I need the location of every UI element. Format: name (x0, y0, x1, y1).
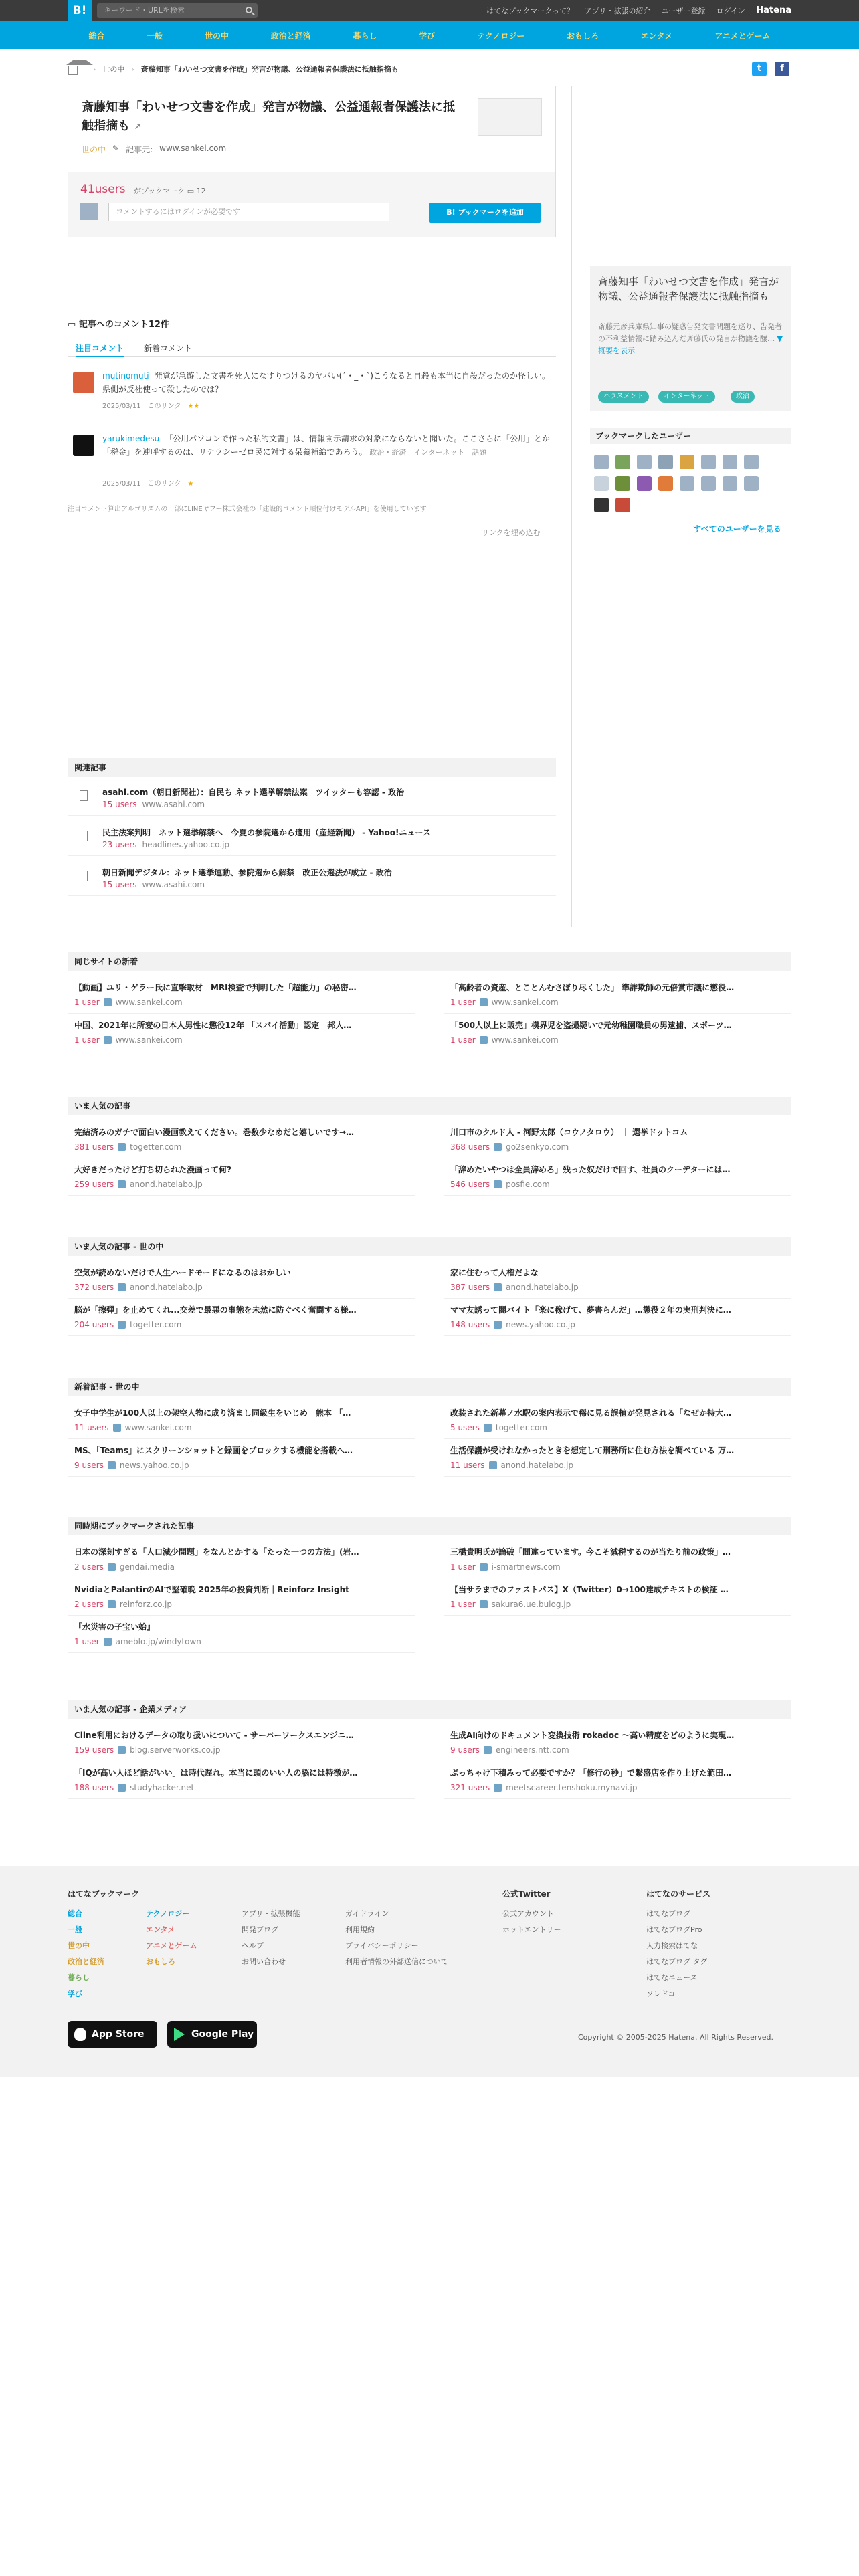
sidebar-description: 斎藤元彦兵庫県知事の疑惑告発文書問題を巡り、告発者の不利益情報に踏み込んだ斎藤氏の発言が物議を醸… ▼ 概要を表示 (598, 322, 783, 355)
item-meta (450, 1142, 569, 1152)
item-meta (74, 1180, 203, 1189)
comment-text: yarukimedesu 「公用パソコンで作った私的文書」は、情報開示請求の対象にならないと聞いた。ここさらに「公用」とか「税金」を連呼するのは、リテラシーゼロ民に対する呆養補給であろう。 政治・経済 インターネット 話題 (102, 434, 550, 457)
users-count[interactable]: 387 users (450, 1283, 490, 1292)
avatar[interactable] (658, 455, 673, 469)
item-domain[interactable]: sakura6.ue.bulog.jp (491, 1600, 571, 1609)
column-divider (429, 1402, 430, 1477)
item-title[interactable]: 三橋貴明氏が論破「間違っています。今こそ減税するのが当たり前の政策」… (450, 1547, 731, 1557)
avatar[interactable] (594, 455, 609, 469)
footer-link[interactable]: 政治と経済 (68, 1957, 104, 1966)
item-meta (74, 1423, 192, 1432)
item-title[interactable]: 川口市のクルド人 - 河野太郎（コウノタロウ） ｜ 選挙ドットコム (450, 1128, 688, 1137)
related-item[interactable]: 民主法案判明 ネット選挙解禁へ 今夏の参院選から適用（産経新聞） - Yahoo!ニュース 23 users headlines.yahoo.co.jp (68, 820, 556, 856)
item-title[interactable]: 大好きだったけど打ち切られた漫画って何? (74, 1165, 231, 1174)
chevron-right-icon: › (93, 64, 96, 74)
footer-link[interactable]: 総合 (68, 1909, 82, 1918)
nav-manabi[interactable]: 学び (419, 31, 436, 41)
footer-link[interactable]: お問い合わせ (242, 1957, 286, 1966)
list-item[interactable] (444, 1761, 791, 1799)
item-title[interactable]: 「高齢者の資産、とことんむさぼり尽くした」 準詐欺師の元倍賞市議に懲役… (450, 983, 735, 992)
avatar[interactable] (615, 498, 630, 512)
entry-users-count[interactable]: 41users (80, 183, 126, 196)
users-count[interactable]: 9 users (74, 1461, 104, 1470)
section-heading: いま人気の記事 - 企業メディア (68, 1700, 791, 1719)
column-divider (429, 976, 430, 1051)
item-title[interactable]: 『水災害の子宝い始』 (74, 1622, 155, 1632)
item-title[interactable]: 完結済みのガチで面白い漫画教えてください。巻数少なめだと嬉しいです→… (74, 1128, 355, 1137)
footer-link[interactable]: 公式アカウント (502, 1909, 554, 1918)
avatar[interactable] (658, 476, 673, 491)
list-item[interactable] (68, 1261, 415, 1299)
item-meta (450, 1600, 571, 1609)
favicon-icon (118, 1180, 126, 1188)
item-meta (74, 1745, 220, 1755)
document-icon (80, 790, 88, 801)
users-count[interactable]: 2 users (74, 1600, 104, 1609)
list-item[interactable] (68, 1541, 415, 1578)
nav-sougou[interactable]: 総合 (88, 31, 105, 41)
item-meta (450, 1035, 559, 1045)
footer-link[interactable]: 暮らし (68, 1973, 90, 1982)
users-count[interactable]: 1 user (74, 1637, 100, 1646)
item-meta (450, 1180, 550, 1189)
favicon-icon (118, 1746, 126, 1754)
item-meta (450, 1461, 573, 1470)
footer-link[interactable]: エンタメ (146, 1925, 175, 1934)
item-domain[interactable]: engineers.ntt.com (495, 1745, 569, 1755)
favicon-icon (494, 1143, 502, 1151)
comment-item (68, 432, 556, 486)
document-icon (80, 871, 88, 881)
item-domain[interactable]: go2senkyo.com (506, 1142, 569, 1152)
comment-item (68, 369, 556, 416)
hatena-brand[interactable]: Hatena (756, 5, 791, 15)
avatar[interactable] (701, 476, 716, 491)
column-divider (571, 86, 572, 927)
footer-services: はてなのサービス はてなブログ はてなブログPro 人力検索はてな はてなブログ タグ はてなニュース ソレドコ (646, 1886, 710, 2002)
footer-categories-b (146, 1906, 197, 1970)
item-meta (74, 1035, 183, 1045)
users-count[interactable]: 259 users (74, 1180, 114, 1189)
users-count[interactable]: 11 users (74, 1423, 109, 1432)
breadcrumb-category[interactable]: 世の中 (102, 65, 125, 74)
pencil-icon[interactable]: ✎ (112, 144, 120, 153)
nav-omoshiro[interactable]: おもしろ (567, 31, 599, 41)
comments-heading: ▭ 記事へのコメント12件 (68, 320, 169, 330)
item-meta (74, 1283, 203, 1292)
footer-link[interactable]: 学び (68, 1990, 82, 1998)
tag-internet[interactable]: インターネット (658, 391, 715, 403)
nav-seiji[interactable]: 政治と経済 (270, 31, 311, 41)
sidebar-title[interactable]: 斎藤知事「わいせつ文書を作成」発言が物議、公益通報者保護法に抵触指摘も (598, 276, 779, 302)
footer-link[interactable]: ヘルプ (242, 1941, 264, 1950)
item-domain[interactable]: gendai.media (119, 1562, 175, 1572)
item-meta (74, 1783, 194, 1792)
avatar[interactable] (723, 476, 737, 491)
item-domain[interactable]: www.sankei.com (115, 1035, 183, 1045)
item-title[interactable]: 生成AI向けのドキュメント変換技術 rokadoc ～高い精度をどのように実現… (450, 1731, 735, 1740)
users-count[interactable]: 1 user (74, 998, 100, 1007)
favicon-icon (118, 1283, 126, 1291)
register-link[interactable]: ユーザー登録 (661, 7, 706, 15)
favicon-icon (480, 1563, 488, 1571)
item-meta (74, 998, 183, 1007)
hatena-bookmark-logo[interactable]: B! (68, 0, 92, 21)
footer-col3 (242, 1906, 300, 1970)
item-title[interactable]: NvidiaとPalantirのAIで堅確晩 2025年の投資判断｜Reinforz Insight (74, 1585, 349, 1594)
item-domain[interactable]: togetter.com (495, 1423, 547, 1432)
item-title[interactable]: Cline利用におけるデータの取り扱いについて - サーバーワークスエンジニ… (74, 1731, 354, 1740)
favicon-icon (108, 1600, 116, 1608)
copyright: Copyright © 2005-2025 Hatena. All Rights Reserved. (578, 2033, 774, 2042)
footer-link[interactable]: アプリ・拡張機能 (242, 1909, 300, 1918)
login-link[interactable]: ログイン (716, 7, 745, 15)
nav-anime[interactable]: アニメとゲーム (714, 31, 771, 41)
footer-link[interactable]: はてなニュース (646, 1973, 698, 1982)
list-item[interactable] (444, 1121, 791, 1158)
list-item[interactable] (68, 1014, 415, 1051)
item-meta (74, 1142, 181, 1152)
item-domain[interactable]: www.sankei.com (124, 1423, 192, 1432)
comment-icon: ▭ (68, 320, 79, 330)
list-item[interactable] (444, 1541, 791, 1578)
footer-link[interactable]: はてなブログ (646, 1909, 690, 1918)
section-heading: いま人気の記事 - 世の中 (68, 1237, 791, 1256)
list-item[interactable] (444, 976, 791, 1014)
list-item[interactable] (68, 1402, 415, 1439)
search-input[interactable] (97, 3, 258, 18)
item-title[interactable]: 空気が読めないだけで人生ハードモードになるのはおかしい (74, 1268, 291, 1277)
favicon-icon (104, 1036, 112, 1044)
avatar[interactable] (73, 372, 94, 393)
add-bookmark-button[interactable]: B! ブックマークを追加 (430, 203, 541, 223)
list-item[interactable] (444, 1014, 791, 1051)
favicon-icon (480, 1036, 488, 1044)
bookmark-label: がブックマーク ▭ 12 (134, 187, 206, 195)
column-divider (429, 1121, 430, 1196)
users-count[interactable]: 381 users (74, 1142, 114, 1152)
item-domain[interactable]: news.yahoo.co.jp (119, 1461, 189, 1470)
users-count[interactable]: 159 users (74, 1745, 114, 1755)
nav-technology[interactable]: テクノロジー (477, 31, 525, 41)
item-domain[interactable]: anond.hatelabo.jp (500, 1461, 574, 1470)
google-play-icon (174, 2028, 185, 2041)
tag-politics[interactable]: 政治 (731, 391, 755, 403)
item-title[interactable]: 【当サラまでのファストパス】X（Twitter）0→100達成テキストの検証 … (450, 1585, 729, 1594)
about-link[interactable]: はてなブックマークって？ (486, 7, 574, 15)
item-domain[interactable]: www.sankei.com (115, 998, 183, 1007)
entry-thumbnail[interactable] (478, 98, 542, 136)
footer-link[interactable]: プライバシーポリシー (345, 1941, 419, 1950)
comment-text: mutinomuti 発覚が急遊した文書を死人になすりつけるのヤバい(´・_・`)こうなると自殺も本当に自殺だったのか怪しい。県側が反社使って殺したのでは？ (102, 371, 550, 394)
list-item[interactable] (444, 1158, 791, 1196)
item-domain[interactable]: meetscareer.tenshoku.mynavi.jp (506, 1783, 638, 1792)
related-item[interactable]: 朝日新聞デジタル：ネット選挙運動、参院選から解禁 改正公選法が成立 - 政治 15 users www.asahi.com (68, 860, 556, 896)
item-domain[interactable]: reinforz.co.jp (119, 1600, 172, 1609)
column-divider (429, 1724, 430, 1799)
list-item[interactable] (68, 1616, 415, 1653)
avatar[interactable] (723, 455, 737, 469)
list-item[interactable] (68, 976, 415, 1014)
footer-link[interactable]: 利用者情報の外部送信について (345, 1957, 448, 1966)
users-count[interactable]: 368 users (450, 1142, 490, 1152)
footer-link[interactable]: おもしろ (146, 1957, 175, 1966)
users-count[interactable]: 188 users (74, 1783, 114, 1792)
section-heading: いま人気の記事 (68, 1097, 791, 1115)
item-meta (450, 1320, 575, 1329)
item-meta (74, 1461, 189, 1470)
users-count[interactable]: 1 user (450, 1562, 476, 1572)
footer-link[interactable]: ホットエントリー (502, 1925, 561, 1934)
list-item[interactable] (444, 1299, 791, 1336)
footer (0, 1866, 859, 2077)
item-meta (74, 1562, 175, 1572)
comment-meta: 2025/03/11 このリンク ★ (102, 480, 194, 488)
users-count[interactable]: 372 users (74, 1283, 114, 1292)
footer-link[interactable]: 利用規約 (345, 1925, 375, 1934)
favicon-icon (484, 1424, 492, 1432)
users-count[interactable]: 204 users (74, 1320, 114, 1329)
section-heading: 同時期にブックマークされた記事 (68, 1517, 791, 1535)
item-title[interactable]: 女子中学生が100人以上の架空人物に成り済まし同級生をいじめ 熊本 「… (74, 1408, 351, 1418)
favicon-icon (489, 1461, 497, 1469)
list-item[interactable] (68, 1724, 415, 1761)
app-store-button[interactable]: App Store (68, 2021, 157, 2048)
item-domain[interactable]: ameblo.jp/windytown (115, 1637, 201, 1646)
list-item[interactable] (68, 1439, 415, 1477)
avatar[interactable] (594, 498, 609, 512)
entry-bookmark-area (68, 172, 555, 237)
footer-twitter: 公式Twitter 公式アカウント ホットエントリー (502, 1886, 561, 1938)
list-item[interactable] (444, 1402, 791, 1439)
users-count[interactable]: 1 user (74, 1035, 100, 1045)
favicon-icon (494, 1321, 502, 1329)
entry-meta (82, 144, 226, 155)
column-divider (429, 1541, 430, 1653)
home-icon[interactable] (68, 66, 78, 75)
item-meta (450, 1745, 569, 1755)
favicon-icon (108, 1563, 116, 1571)
favicon-icon (118, 1321, 126, 1329)
item-meta (74, 1600, 172, 1609)
favicon-icon (108, 1461, 116, 1469)
category-nav (0, 21, 859, 49)
item-title[interactable]: ママ友誘って闇バイト「楽に稼げて、夢書らんだ」…懲役２年の実刑判決に… (450, 1305, 731, 1315)
footer-link[interactable]: はてなブログ タグ (646, 1957, 708, 1966)
avatar[interactable] (744, 455, 759, 469)
footer-link[interactable]: テクノロジー (146, 1909, 190, 1918)
item-meta (450, 1562, 561, 1572)
chevron-right-icon: › (131, 64, 134, 74)
entry-box (68, 86, 556, 237)
list-item[interactable] (68, 1158, 415, 1196)
related-heading: 関連記事 (68, 758, 556, 777)
item-title[interactable]: 生活保護が受けれなかったときを想定して刑務所に住む方法を調べている 万… (450, 1446, 735, 1455)
item-meta (74, 1637, 201, 1646)
list-item[interactable] (444, 1439, 791, 1477)
list-item[interactable] (68, 1761, 415, 1799)
item-title[interactable]: 家に住むって人権だよな (450, 1268, 539, 1277)
embed-link[interactable]: リンクを埋め込む (482, 528, 541, 537)
footer-link[interactable]: 一般 (68, 1925, 82, 1934)
entry-category[interactable]: 世の中 (82, 145, 106, 154)
users-count[interactable]: 1 user (450, 1035, 476, 1045)
list-item[interactable] (444, 1578, 791, 1616)
favicon-icon (104, 1638, 112, 1646)
item-title[interactable]: 日本の深刻すぎる「人口減少問題」をなんとかする「たった一つの方法」(岩… (74, 1547, 359, 1557)
nav-yononaka[interactable]: 世の中 (204, 31, 229, 41)
users-count[interactable]: 11 users (450, 1461, 485, 1470)
favicon-icon (118, 1784, 126, 1792)
item-domain[interactable]: anond.hatelabo.jp (130, 1180, 203, 1189)
facebook-share-icon[interactable]: f (775, 62, 789, 76)
footer-categories: はてなブックマーク 総合 一般 世の中 政治と経済 暮らし 学び (68, 1886, 139, 2002)
list-item[interactable] (68, 1578, 415, 1616)
avatar[interactable] (680, 476, 694, 491)
bookmark-users-heading: ブックマークしたユーザー (590, 428, 791, 444)
footer-link[interactable]: はてなブログPro (646, 1925, 702, 1934)
source-label: 記事元: (126, 145, 153, 154)
footer-link[interactable]: 人力検索はてな (646, 1941, 698, 1950)
external-link-icon[interactable]: ↗ (134, 122, 142, 132)
google-play-button[interactable]: Google Play (167, 2021, 257, 2048)
item-meta (450, 1283, 579, 1292)
avatar[interactable] (637, 455, 652, 469)
favicon-icon (494, 1784, 502, 1792)
list-item[interactable] (444, 1261, 791, 1299)
comment-tabs (68, 340, 556, 357)
item-domain[interactable]: anond.hatelabo.jp (506, 1283, 579, 1292)
item-domain[interactable]: news.yahoo.co.jp (506, 1320, 575, 1329)
item-title[interactable]: 【動画】ユリ・ゲラー氏に直撃取材 MRI検査で判明した「超能力」の秘密… (74, 983, 357, 992)
nav-kurashi[interactable]: 暮らし (353, 31, 377, 41)
users-count[interactable]: 321 users (450, 1783, 490, 1792)
item-domain[interactable]: blog.serverworks.co.jp (130, 1745, 221, 1755)
top-bar (0, 0, 859, 21)
footer-link[interactable]: ソレドコ (646, 1990, 676, 1998)
footer-link[interactable]: ガイドライン (345, 1909, 389, 1918)
list-item[interactable] (68, 1299, 415, 1336)
users-count[interactable]: 2 users (74, 1562, 104, 1572)
column-divider (429, 1261, 430, 1336)
entry-title[interactable]: 斎藤知事「わいせつ文書を作成」発言が物議、公益通報者保護法に抵触指摘も ↗ (82, 100, 455, 133)
list-item[interactable] (68, 1121, 415, 1158)
favicon-icon (480, 1600, 488, 1608)
avatar (80, 203, 98, 220)
favicon-icon (480, 998, 488, 1006)
item-domain[interactable]: togetter.com (130, 1320, 182, 1329)
item-domain[interactable]: togetter.com (130, 1142, 182, 1152)
document-icon (80, 831, 88, 841)
related-item[interactable]: asahi.com（朝日新聞社）：自民ち ネット選挙解禁法案 ツイッターも容認 - 政治 15 users www.asahi.com (68, 780, 556, 816)
item-domain[interactable]: studyhacker.net (130, 1783, 195, 1792)
avatar[interactable] (744, 476, 759, 491)
item-title[interactable]: ぶっちゃけ下積みって必要ですか？「修行の秒」で繋盛店を作り上げた範田… (450, 1768, 732, 1778)
item-title[interactable]: MS、「Teams」にスクリーンショットと録画をブロックする機能を搭載へ… (74, 1446, 353, 1455)
item-meta (450, 998, 559, 1007)
section-heading: 新着記事 - 世の中 (68, 1378, 791, 1396)
users-count[interactable]: 1 user (450, 998, 476, 1007)
footer-col4 (345, 1906, 448, 1970)
users-count[interactable]: 148 users (450, 1320, 490, 1329)
tab-popular-comments[interactable]: 注目コメント (76, 342, 124, 357)
algorithm-note: 注目コメント算出アルゴリズムの一部にLINEヤフー株式会社の「建設的コメント順位付けモデルAPI」を使用しています (68, 506, 427, 513)
nav-ippan[interactable]: 一般 (147, 31, 163, 41)
users-count[interactable]: 9 users (450, 1745, 480, 1755)
item-title[interactable]: 脳が「擦弾」を止めてくれ...交差で最悪の事態を未然に防ぐべく奮闘する様… (74, 1305, 357, 1315)
footer-link[interactable]: 開発ブログ (242, 1925, 278, 1934)
source-domain[interactable]: www.sankei.com (159, 144, 227, 153)
comment-meta: 2025/03/11 このリンク ★★ (102, 403, 200, 410)
favicon-icon (494, 1180, 502, 1188)
item-title[interactable]: 「500人以上に販売」模界児を盗撮疑いで元幼稚園職員の男逮捕、スポーツ… (450, 1021, 732, 1030)
item-title[interactable]: 改装された新幕ノ水駅の案内表示で稀に見る誤植が発見される「なぜか特大… (450, 1408, 732, 1418)
search-placeholder: キーワード・URLを検索 (104, 6, 185, 15)
item-domain[interactable]: www.sankei.com (491, 998, 559, 1007)
footer-link[interactable]: アニメとゲーム (146, 1941, 197, 1950)
favicon-icon (118, 1143, 126, 1151)
favicon-icon (113, 1424, 121, 1432)
avatar[interactable] (615, 455, 630, 469)
item-title[interactable]: 「IQが高い人ほど話がいい」は時代遅れ。本当に頭のいい人の脳には特徴が… (74, 1768, 358, 1778)
all-users-link[interactable]: すべてのユーザーを見る (693, 524, 781, 534)
section-heading: 同じサイトの新着 (68, 952, 791, 971)
users-count[interactable]: 1 user (450, 1600, 476, 1609)
star-icon[interactable]: ★ (187, 480, 194, 488)
avatar[interactable] (680, 455, 694, 469)
item-domain[interactable]: posfie.com (506, 1180, 550, 1189)
favicon-icon (494, 1283, 502, 1291)
favicon-icon (104, 998, 112, 1006)
footer-link[interactable]: 世の中 (68, 1941, 90, 1950)
item-title[interactable]: 中国、2021年に所変の日本人男性に懲役12年 「スパイ活動」認定 邦人… (74, 1021, 352, 1030)
avatar[interactable] (594, 476, 609, 491)
top-links (486, 0, 745, 21)
tag-harassment[interactable]: ハラスメント (598, 391, 649, 403)
item-domain[interactable]: anond.hatelabo.jp (130, 1283, 203, 1292)
item-title[interactable]: 「辞めたいやつは全員辞めろ」残った奴だけで回す、社員のクーデターには… (450, 1165, 731, 1174)
star-icon[interactable]: ★★ (187, 403, 200, 410)
item-domain[interactable]: i-smartnews.com (491, 1562, 561, 1572)
tab-new-comments[interactable]: 新着コメント (144, 344, 193, 353)
apps-link[interactable]: アプリ・拡張の紹介 (584, 7, 651, 15)
avatar[interactable] (615, 476, 630, 491)
item-meta (450, 1423, 547, 1432)
favicon-icon (484, 1746, 492, 1754)
nav-entame[interactable]: エンタメ (640, 31, 673, 41)
avatar[interactable] (637, 476, 652, 491)
item-domain[interactable]: www.sankei.com (491, 1035, 559, 1045)
search-icon[interactable] (246, 7, 252, 13)
list-item[interactable] (444, 1724, 791, 1761)
item-meta (74, 1320, 181, 1329)
twitter-share-icon[interactable]: t (752, 62, 767, 76)
sidebar-summary (590, 266, 791, 411)
comment-input[interactable]: コメントするにはログインが必要です (108, 203, 389, 221)
comment-icon: ▭ (187, 187, 195, 195)
breadcrumb-title: 斎藤知事「わいせつ文書を作成」発言が物議、公益通報者保護法に抵触指摘も (140, 65, 399, 74)
apple-icon (74, 2028, 86, 2041)
item-meta (450, 1783, 637, 1792)
expand-summary-link[interactable]: ▼ 概要を表示 (598, 334, 783, 355)
users-count[interactable]: 5 users (450, 1423, 480, 1432)
users-count[interactable]: 546 users (450, 1180, 490, 1189)
avatar[interactable] (73, 435, 94, 456)
avatar[interactable] (701, 455, 716, 469)
breadcrumb (68, 59, 791, 79)
